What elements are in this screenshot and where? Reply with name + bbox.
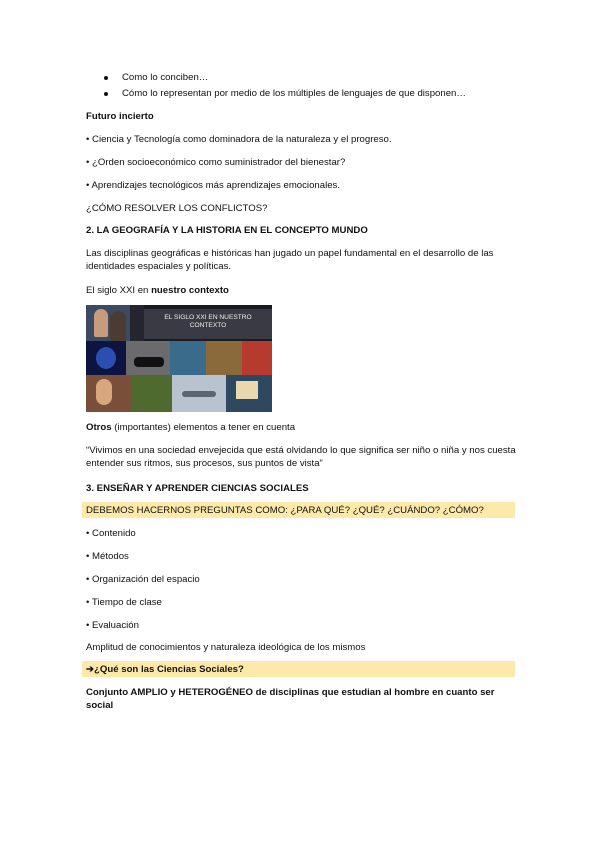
list-item: • Tiempo de clase (86, 597, 162, 608)
section2-heading: 2. LA GEOGRAFÍA Y LA HISTORIA EN EL CONCEPTO MUNDO (86, 225, 368, 236)
bullet-item: Como lo conciben… (122, 72, 209, 83)
futuro-item: • Ciencia y Tecnología como dominadora de la naturaleza y el progreso. (86, 134, 392, 145)
bullet-dot (104, 92, 108, 96)
siglo-prefix: El siglo XXI en (86, 285, 152, 296)
siglo-line (86, 284, 229, 297)
futuro-item: • Aprendizajes tecnológicos más aprendizajes emocionales. (86, 180, 341, 191)
question-conflicts: ¿CÓMO RESOLVER LOS CONFLICTOS? (86, 203, 268, 214)
list-item: • Métodos (86, 551, 129, 562)
futuro-title: Futuro incierto (86, 111, 154, 122)
conjunto-paragraph: Conjunto AMPLIO y HETEROGÉNEO de disciplinas que estudian al hombre en cuanto ser social (86, 687, 495, 711)
bullet-item: Cómo lo representan por medio de los múltiples de lenguajes de que disponen… (122, 88, 466, 99)
questions-highlight: DEBEMOS HACERNOS PREGUNTAS COMO: ¿PARA QUÉ? ¿QUÉ? ¿CUÁNDO? ¿CÓMO? (86, 505, 484, 516)
list-item: • Organización del espacio (86, 574, 200, 585)
list-item: • Contenido (86, 528, 136, 539)
collage-banner-line2: CONTEXTO (189, 322, 227, 329)
otros-bold: Otros (86, 422, 112, 433)
arrow-icon: ➔ (86, 664, 95, 675)
otros-line (86, 421, 295, 434)
futuro-item: • ¿Orden socioeconómico como suministrador del bienestar? (86, 157, 346, 168)
collage-banner-line1: EL SIGLO XXI EN NUESTRO (164, 314, 252, 321)
list-item: • Evaluación (86, 620, 139, 631)
que-son-text: ¿Qué son las Ciencias Sociales? (94, 664, 244, 675)
section2-paragraph: Las disciplinas geográficas e históricas han jugado un papel fundamental en el desarrollo de las identidades espaciales y políticas. (86, 248, 494, 272)
quote: “Vivimos en una sociedad envejecida que está olvidando lo que significa ser niño o niña y nos cuesta entender sus ritmos, sus procesos, sus puntos de vista” (86, 445, 516, 469)
collage-banner (144, 309, 272, 339)
que-son-line (86, 663, 244, 676)
section3-heading: 3. ENSEÑAR Y APRENDER CIENCIAS SOCIALES (86, 483, 309, 494)
amplitud-line: Amplitud de conocimientos y naturaleza ideológica de los mismos (86, 642, 366, 653)
bullet-dot (104, 76, 108, 80)
collage-image (86, 305, 272, 412)
otros-rest: (importantes) elementos a tener en cuenta (111, 422, 296, 433)
siglo-bold: nuestro contexto (151, 285, 229, 296)
